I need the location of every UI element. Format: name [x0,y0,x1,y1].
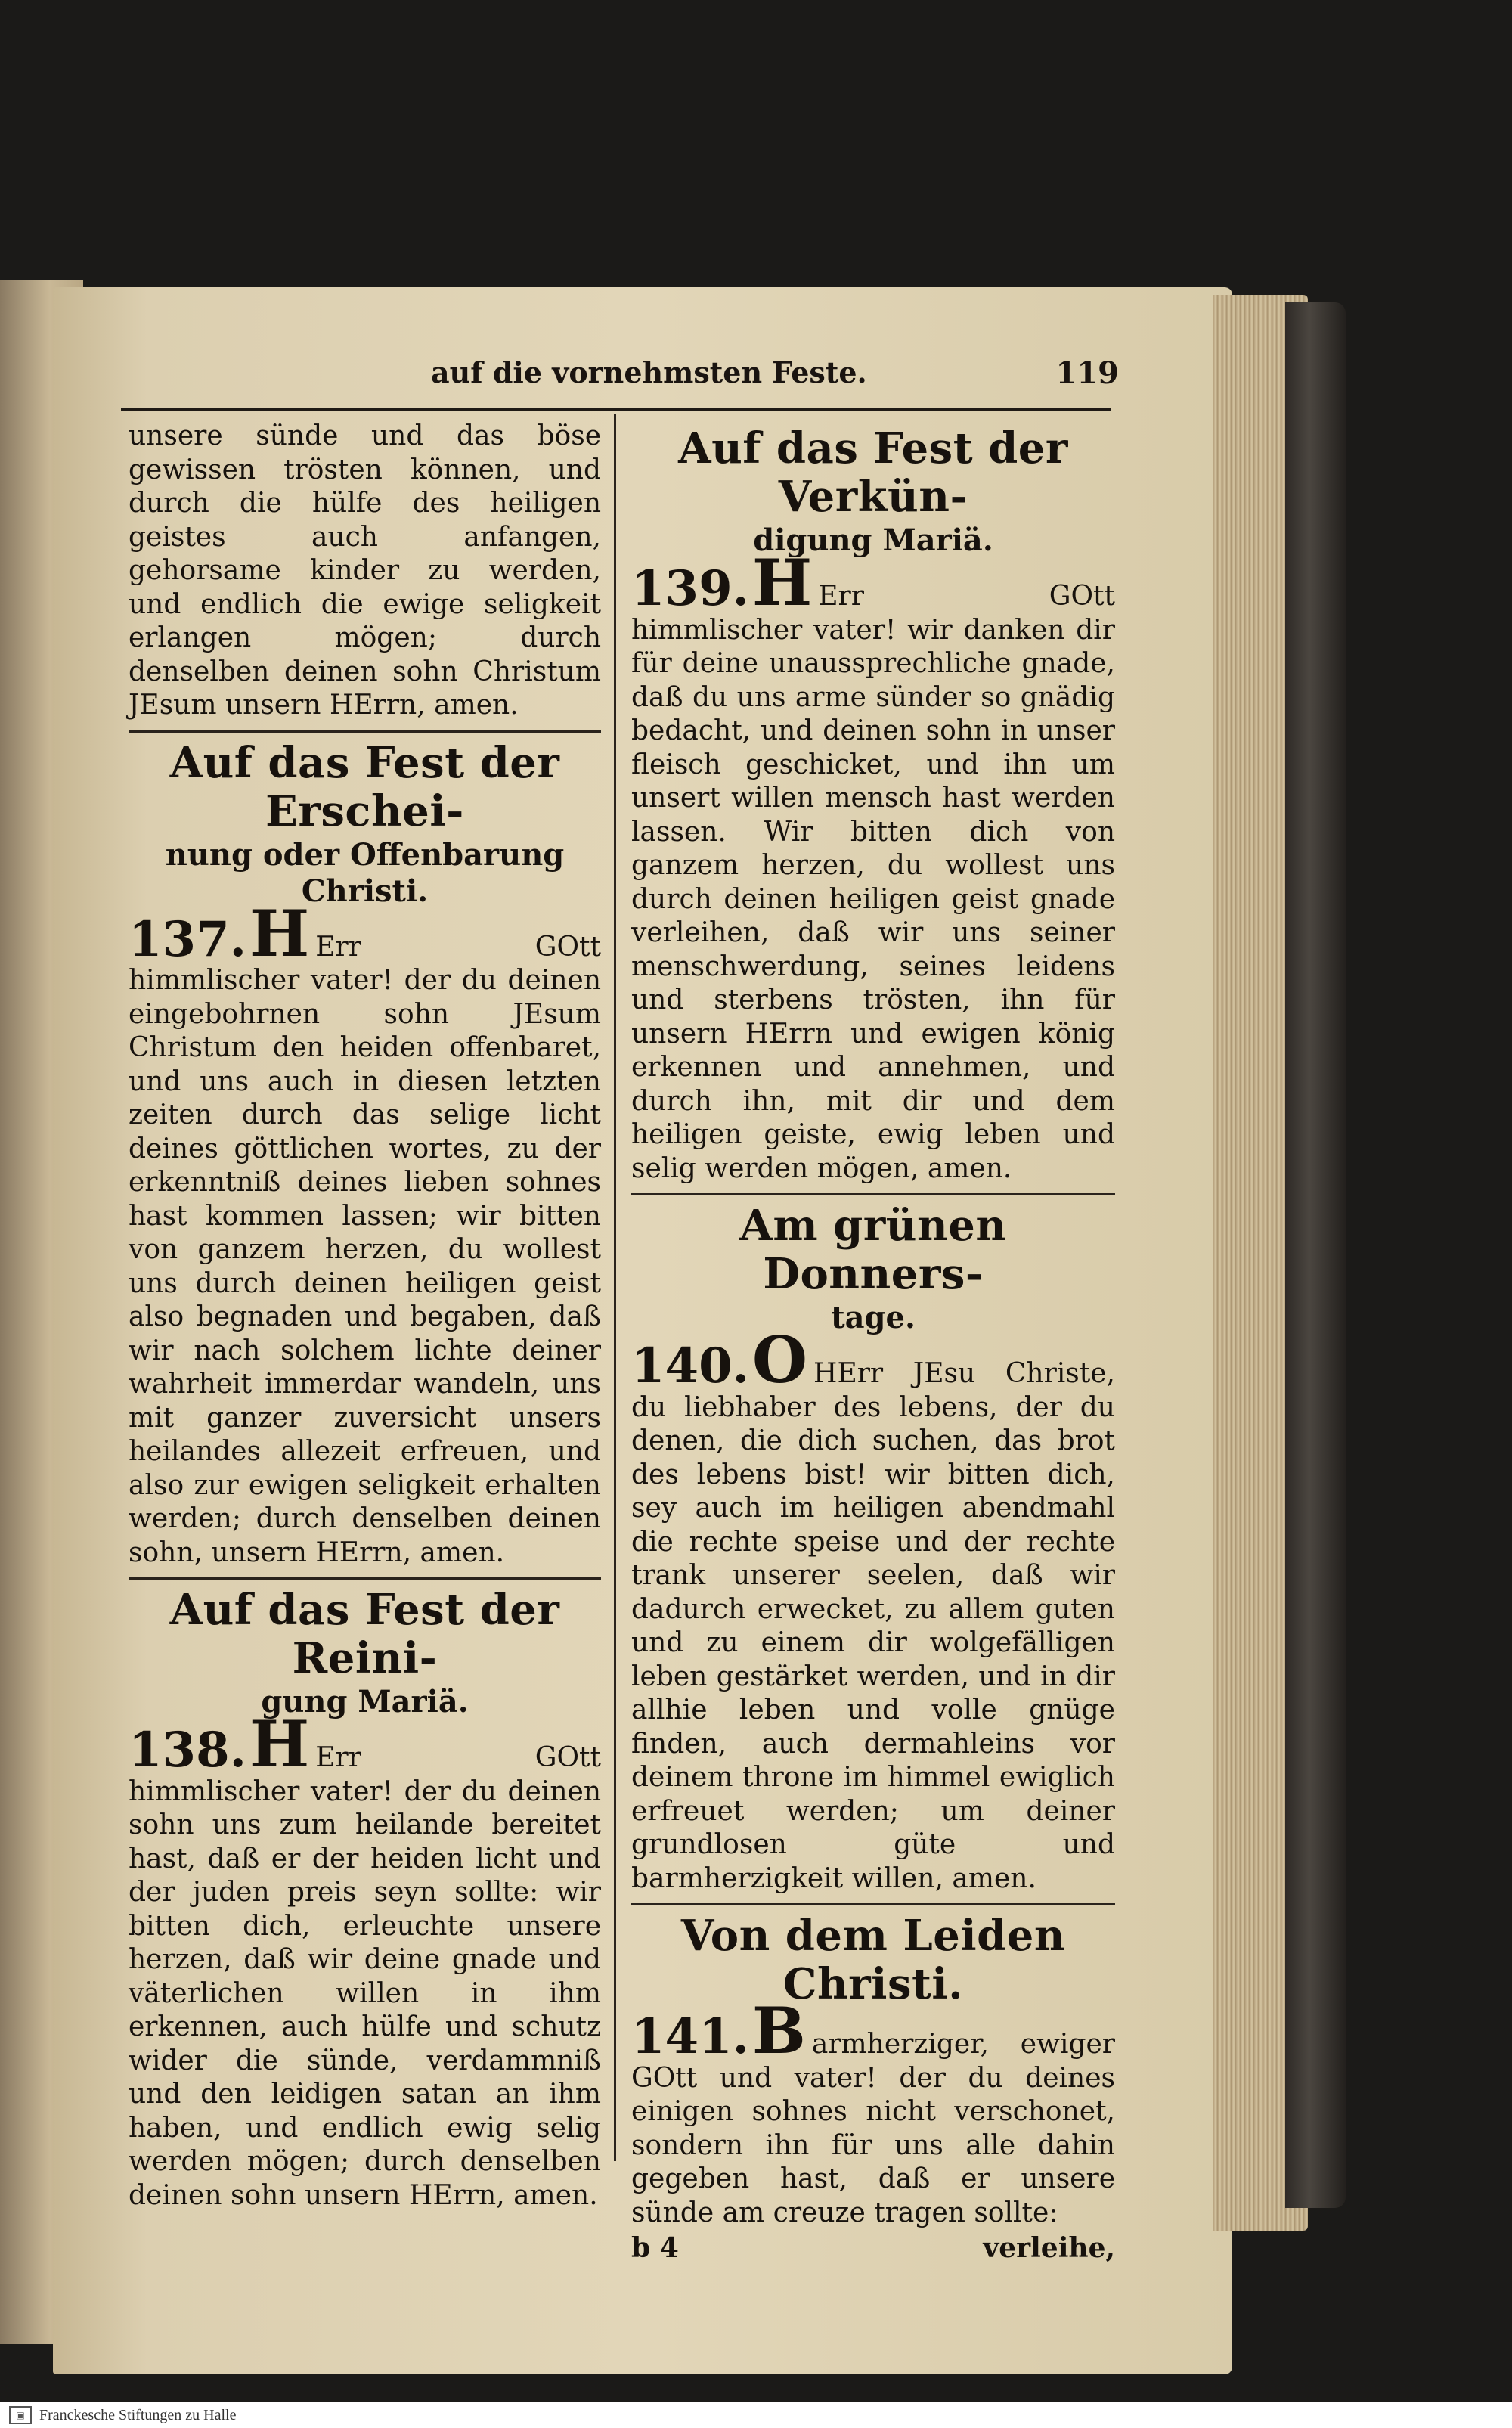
header-rule [121,408,1111,411]
drop-capital: H [249,1707,310,1781]
catchword: verleihe, [983,2232,1115,2264]
drop-capital: B [751,1993,806,2068]
running-title: auf die vornehmsten Feste. [431,355,867,389]
section-heading-137: Auf das Fest der Erschei- [169,737,560,836]
prayer-141 [631,1993,1115,2230]
section-subheading-140: tage. [831,1300,916,1335]
prayer-138 [129,1707,601,2212]
section-rule [631,1903,1115,1905]
section-rule [129,1577,601,1580]
column-divider [614,414,616,2161]
prayer-139 [631,545,1115,1186]
signature-mark: b 4 [631,2232,679,2264]
prayer-text: Err GOtt himmlischer vater! der du deinen sohn uns zum heilande bereitet hast, daß er der heiden licht und der juden preis seyn sollte: wir bitten dich, erleuchte unsere herzen, daß wir deine gnade und väterlichen willen in ihm erkennen, auch hülfe und schutz wider die sünde, verdammniß und den leidigen satan an ihm haben, und endlich ewig selig werden mögen; durch denselben deinen sohn unsern HErrn, amen. [129,1742,601,2211]
drop-capital: H [751,545,813,620]
continuation-text: unsere sünde und das böse gewissen trösten können, und durch die hülfe des heiligen geistes auch anfangen, gehorsame kinder zu werden, und endlich die ewige seligkeit erlangen mögen; durch denselben deinen sohn Christum JEsum unsern HErrn, amen. [129,420,601,721]
prayer-text: HErr JEsu Christe, du liebhaber des lebens, der du denen, die dich suchen, das brot des lebens bist! wir bitten dich, sey auch im heiligen abendmahl die rechte speise und der rechte trank unserer seelen, daß wir dadurch erwecket, zu allem guten und zu einem dir wolgefälligen leben gestärket werden, und in dir allhie leben und volle gnüge finden, auch dermahleins vor deinem throne im himmel ewiglich erfreuet werden; um deiner grundlosen güte und barmherzigkeit willen, amen. [631,1358,1115,1894]
section-subheading-139: digung Mariä. [753,523,993,558]
institution-logo-icon: ▣ [9,2406,32,2424]
prayer-number: 141. [631,2008,749,2065]
left-column [129,420,601,2212]
section-heading-141: Von dem Leiden Christi. [680,1911,1066,2009]
prayer-text: armherziger, ewiger GOtt und vater! der du deines einigen sohnes nicht verschonet, sondern ihn für uns alle dahin gegeben hast, daß er unsere sünde am creuze tragen sollte: [631,2029,1115,2228]
right-column [631,420,1115,2265]
prayer-text: Err GOtt himmlischer vater! wir danken dir für deine unaussprechliche gnade, daß du uns arme sünder so gnädig bedacht, und deinen sohn in unser fleisch geschicket, und ihn um unsert willen mensch hast werden lassen. Wir bitten dich von ganzem herzen, du wollest uns durch deinen heiligen geist gnade verleihen, daß wir uns seiner menschwerdung, seines leidens und sterbens trösten, ihn für unsern HErrn und ewigen könig erkennen und annehmen, und durch ihn, mit dir und dem heiligen geiste, ewig leben und selig werden mögen, amen. [631,581,1115,1184]
viewer-footer [0,2402,1512,2428]
prayer-number: 137. [129,910,246,968]
section-heading-138: Auf das Fest der Reini- [169,1585,560,1683]
prayer-140 [631,1323,1115,1896]
section-subheading-138: gung Mariä. [261,1684,469,1719]
prayer-137 [129,895,601,1571]
section-rule [631,1193,1115,1195]
drop-capital: H [249,895,310,971]
institution-name: Franckesche Stiftungen zu Halle [39,2407,237,2423]
prayer-number: 140. [631,1338,749,1394]
running-head [113,355,1119,401]
prayer-number: 139. [631,560,749,617]
section-heading-139: Auf das Fest der Verkün- [678,423,1068,522]
section-heading-140: Am grünen Donners- [739,1201,1007,1299]
prayer-text: Err GOtt himmlischer vater! der du deinen eingebohrnen sohn JEsum Christum den heiden offenbaret, und uns auch in diesen letzten zeiten durch das selige licht deines göttlichen wortes, zu der erkenntniß deines lieben sohnes hast kommen lassen; wir bitten von ganzem herzen, du wollest uns durch deinen heiligen geist also begnaden und begaben, daß wir nach solchem lichte deiner wahrheit immerdar wandeln, uns mit ganzer zuversicht unsers heilandes allezeit erfreuen, und also zur ewigen seligkeit erhalten werden; durch denselben deinen sohn, unsern HErrn, amen. [129,931,601,1568]
book-cover-edge [1285,302,1346,2208]
drop-capital: O [751,1323,808,1397]
page-footer-line [631,2231,1115,2265]
section-rule [129,730,601,733]
prayer-number: 138. [129,1722,246,1778]
page-number: 119 [1055,355,1119,391]
section-subheading-137: nung oder Offenbarung Christi. [165,836,565,909]
